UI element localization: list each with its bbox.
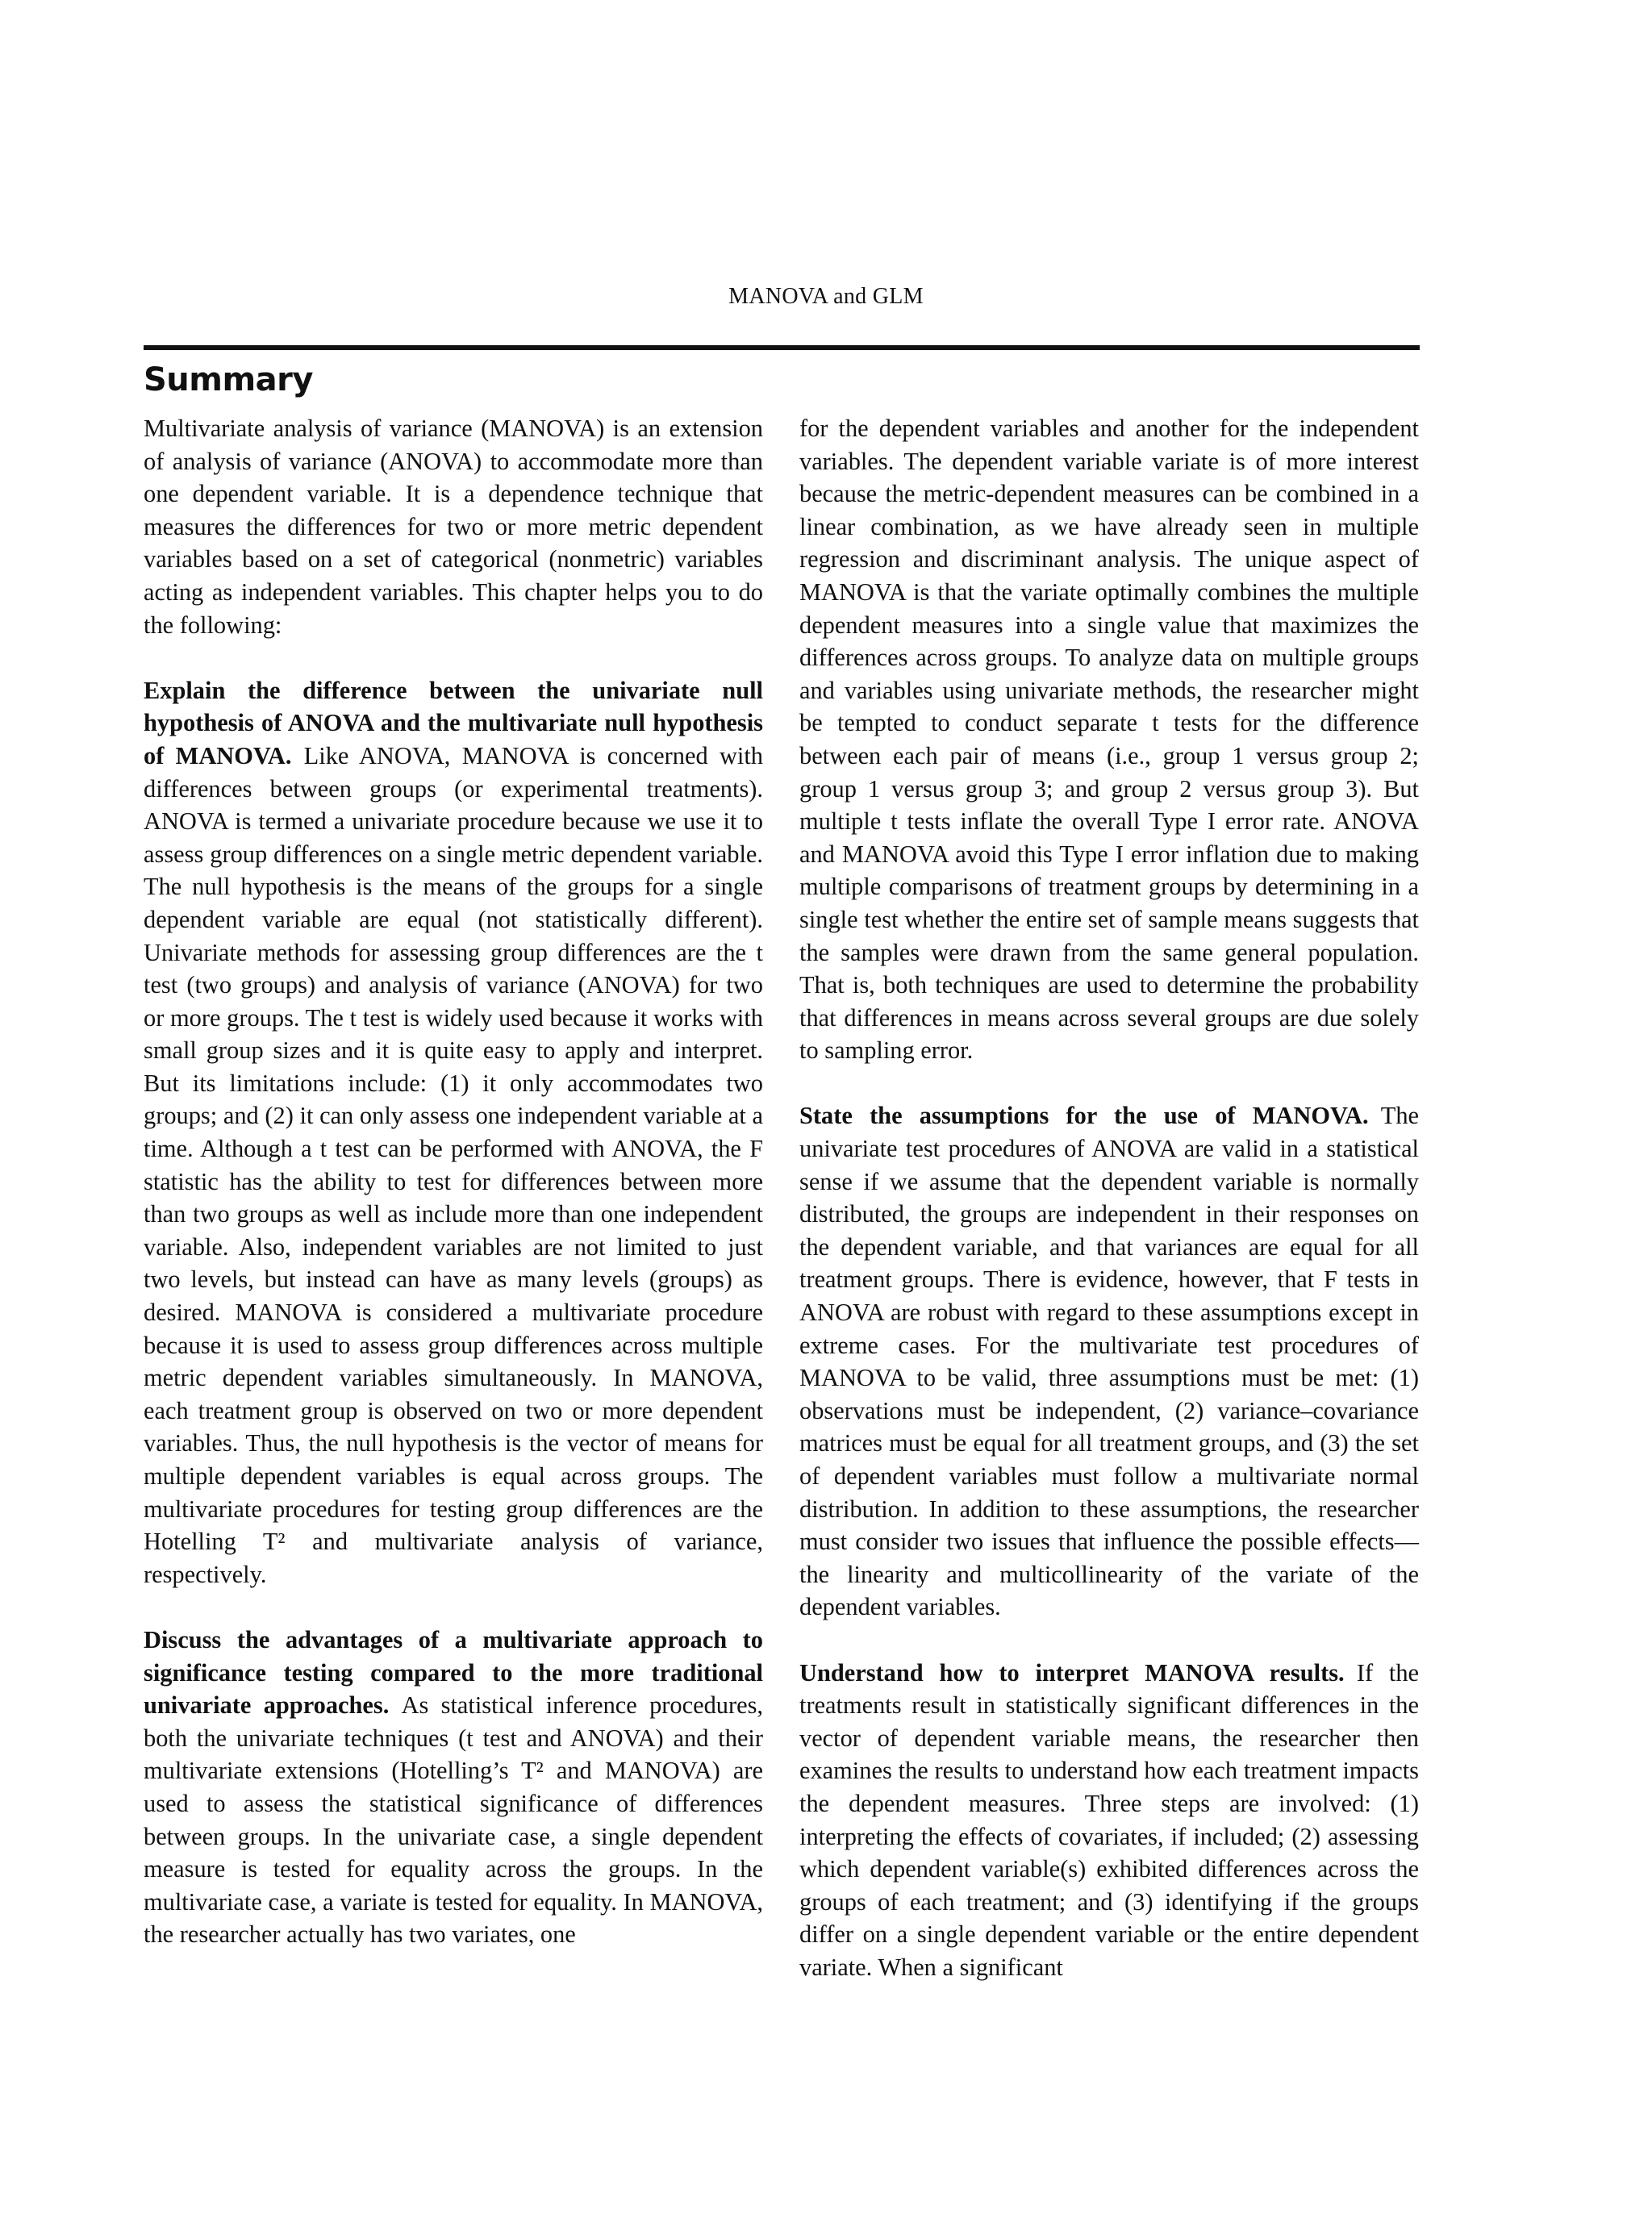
objective-paragraph-3 [799, 1099, 1419, 1624]
objective-2-lead: Discuss the advantages of a multivariate approach to significance testing compared to the more traditional univariate approaches. [144, 1625, 763, 1720]
intro-paragraph [144, 412, 763, 641]
objective-4-text: If the treatments result in statistically significant differences in the vector of dependent variable means, the researcher then examines the results to understand how each treatment impacts the dependent measures. Three steps are involved: (1) interpreting the effects of covariates, if included; (2) assessing which dependent variable(s) exhibited differences across the groups of each treatment; and (3) identifying if the groups differ on a single dependent variable or the entire dependent variate. When a significant [799, 1658, 1420, 1981]
objective-3-lead: State the assumptions for the use of MANOVA. [799, 1102, 1369, 1130]
objective-paragraph-4 [799, 1657, 1419, 1984]
objective-paragraph-2 [144, 1624, 763, 1951]
objective-4-lead: Understand how to interpret MANOVA results. [799, 1658, 1345, 1687]
header-rule [144, 345, 1420, 350]
left-column [144, 412, 763, 1951]
objective-paragraph-2-continued [799, 412, 1419, 1067]
objective-2-continued-text: for the dependent variables and another for the independent variables. The dependent variable variate is of more interest because the metric-dependent measures can be combined in a linear combination, as we have already seen in multiple regression and discriminant analysis. The unique aspect of MANOVA is that the variate optimally combines the multiple dependent measures into a single value that maximizes the differences across groups. To analyze data on multiple groups and variables using univariate methods, the researcher might be tempted to conduct separate t tests for the difference between each pair of means (i.e., group 1 versus group 2; group 1 versus group 3; and group 2 versus group 3). But multiple t tests inflate the overall Type I error rate. ANOVA and MANOVA avoid this Type I error inflation due to making multiple comparisons of treatment groups by determining in a single test whether the entire set of sample means suggests that the samples were drawn from the same general population. That is, both techniques are used to determine the probability that differences in means across several groups are due solely to sampling error. [799, 415, 1419, 1065]
section-heading: Summary [144, 361, 313, 398]
right-column [799, 412, 1419, 1984]
objective-3-text: The univariate test procedures of ANOVA are valid in a statistical sense if we assume that the dependent variable is normally distributed, the groups are independent in their responses on the dependent variable, and that variances are equal for all treatment groups. There is evidence, however, that F tests in ANOVA are robust with regard to these assumptions except in extreme cases. For the multivariate test procedures of MANOVA to be valid, three assumptions must be met: (1) observations must be independent, (2) variance–covariance matrices must be equal for all treatment groups, and (3) the set of dependent variables must follow a multivariate normal distribution. In addition to these assumptions, the researcher must consider two issues that influence the possible effects—the linearity and multicollinearity of the variate of the dependent variables. [799, 1102, 1419, 1621]
intro-text: Multivariate analysis of variance (MANOVA) is an extension of analysis of variance (ANOVA) to accommodate more than one dependent variable. It is a dependence technique that measures the differences for two or more metric dependent variables based on a set of categorical (nonmetric) variables acting as independent variables. This chapter helps you to do the following: [144, 415, 763, 639]
objective-2-text: As statistical inference procedures, both the univariate techniques (t test and ANOVA) and their multivariate extensions (Hotelling’s T² and MANOVA) are used to assess the statistical significance of differences between groups. In the univariate case, a single dependent measure is tested for equality across the groups. In the multivariate case, a variate is tested for equality. In MANOVA, the researcher actually has two variates, one [144, 1691, 763, 1949]
objective-1-lead: Explain the difference between the univariate null hypothesis of ANOVA and the multivariate null hypothesis of MANOVA. [144, 676, 763, 769]
objective-paragraph-1 [144, 674, 763, 1591]
objective-1-text: Like ANOVA, MANOVA is concerned with differences between groups (or experimental treatments). ANOVA is termed a univariate procedure because we use it to assess group differences on a single metric dependent variable. The null hypothesis is the means of the groups for a single dependent variable are equal (not statistically different). Univariate methods for assessing group differences are the t test (two groups) and analysis of variance (ANOVA) for two or more groups. The t test is widely used because it works with small group sizes and it is quite easy to apply and interpret. But its limitations include: (1) it only accommodates two groups; and (2) it can only assess one independent variable at a time. Although a t test can be performed with ANOVA, the F statistic has the ability to test for differences between more than two groups as well as include more than one independent variable. Also, independent variables are not limited to just two levels, but instead can have as many levels (groups) as desired. MANOVA is considered a multivariate procedure because it is used to assess group differences across multiple metric dependent variables simultaneously. In MANOVA, each treatment group is observed on two or more dependent variables. Thus, the null hypothesis is the vector of means for multiple dependent variables is equal across groups. The multivariate procedures for testing group differences are the Hotelling T² and multivariate analysis of variance, respectively. [144, 741, 763, 1588]
running-head: MANOVA and GLM [728, 284, 924, 309]
